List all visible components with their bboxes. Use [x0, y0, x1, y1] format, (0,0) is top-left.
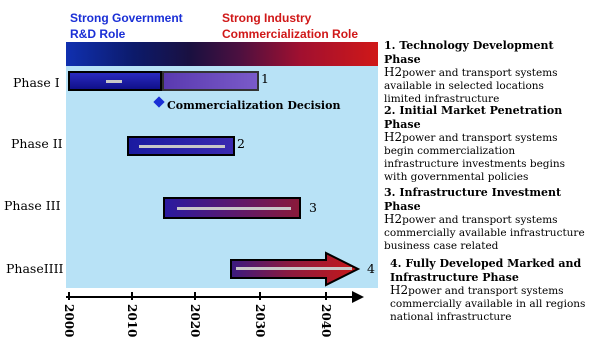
- tick-2020: [194, 292, 196, 300]
- commercialization-decision-label: Commercialization Decision: [167, 99, 341, 112]
- note-4-h2: H2: [390, 283, 409, 297]
- note-1-line-1: power and transport systems: [402, 67, 558, 79]
- phase-3-inner-line: [177, 207, 291, 210]
- tick-2030: [259, 292, 261, 300]
- note-4-title: 4. Fully Developed Marked and: [390, 257, 582, 270]
- time-axis-line: [66, 296, 357, 298]
- year-label-2040: 2040: [319, 304, 333, 338]
- note-1-h2: H2: [384, 65, 403, 79]
- note-2-line-3: infrastructure investments begins: [384, 158, 566, 170]
- phase-4-number: 4: [367, 261, 375, 276]
- phase-4-arrow: [228, 250, 368, 290]
- phase-1-label: Phase I: [13, 75, 60, 90]
- tick-2040: [325, 292, 327, 300]
- phase-2-number: 2: [237, 136, 245, 151]
- note-phase-1: [384, 39, 590, 106]
- phase-1-inner-line: [106, 80, 122, 83]
- phase-2-label: Phase II: [11, 136, 63, 151]
- year-label-2000: 2000: [62, 304, 76, 338]
- note-2-line-1: power and transport systems: [402, 132, 558, 144]
- note-phase-3: [384, 186, 590, 253]
- phase-1-number: 1: [261, 71, 269, 86]
- year-label-2020: 2020: [188, 304, 202, 338]
- note-4-line-3: national infrastructure: [390, 311, 512, 323]
- note-4-line-1: power and transport systems: [408, 285, 564, 297]
- note-1-title: 1. Technology Development Phase: [384, 39, 554, 66]
- note-2-line-4: with governmental policies: [384, 171, 529, 183]
- note-3-line-1: power and transport systems: [402, 214, 558, 226]
- year-label-2010: 2010: [125, 304, 139, 338]
- phase-3-label: Phase III: [4, 198, 61, 213]
- industry-role-title: Strong Industry Commercialization Role: [222, 11, 359, 41]
- note-phase-4: [390, 257, 590, 324]
- tick-2010: [131, 292, 133, 300]
- phase-3-bar: [163, 197, 301, 219]
- year-label-2030: 2030: [253, 304, 267, 338]
- note-2-line-2: begin commercialization: [384, 145, 516, 157]
- note-3-h2: H2: [384, 212, 403, 226]
- time-axis-arrowhead: [352, 291, 364, 303]
- note-3-line-3: business case related: [384, 240, 499, 252]
- note-1-line-3: limited infrastructure: [384, 93, 500, 105]
- phase-1-bar-transition: [162, 71, 259, 91]
- phase-2-bar: [127, 136, 235, 156]
- note-3-title: 3. Infrastructure Investment Phase: [384, 186, 562, 213]
- note-2-title: 2. Initial Market Penetration Phase: [384, 104, 563, 131]
- role-gradient-bar: [66, 42, 378, 66]
- phase-4-label: PhaseIIII: [6, 261, 64, 276]
- note-4-line-2: commercially available in all regions: [390, 298, 586, 310]
- phase-1-bar-government: [68, 71, 162, 91]
- note-1-line-2: available in selected locations: [384, 80, 544, 92]
- note-4-title-2: Infrastructure Phase: [390, 270, 519, 284]
- phase-3-number: 3: [309, 200, 317, 215]
- government-role-title: Strong Government R&D Role: [70, 11, 183, 41]
- tick-2000: [68, 292, 70, 300]
- phase-2-inner-line: [139, 145, 225, 148]
- note-2-h2: H2: [384, 130, 403, 144]
- note-3-line-2: commercially available infrastructure: [384, 227, 585, 239]
- note-phase-2: [384, 104, 590, 184]
